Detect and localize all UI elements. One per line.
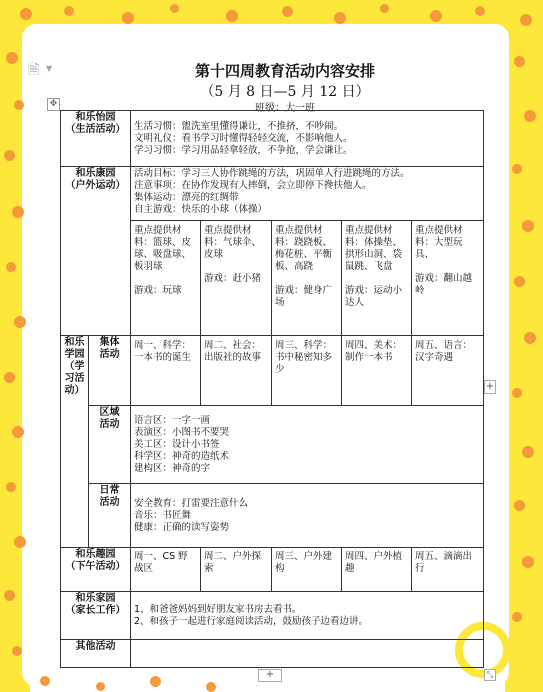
section-label-xueyuan: 和乐 学园 （学 习活 动） bbox=[61, 336, 89, 548]
decorative-dot bbox=[206, 682, 216, 692]
decorative-dot bbox=[14, 536, 26, 548]
row-xueyuan-area bbox=[61, 406, 484, 484]
decorative-dot bbox=[96, 682, 105, 691]
decorative-dot bbox=[475, 6, 485, 16]
decorative-dot bbox=[170, 4, 179, 13]
document-icon[interactable]: 🗎 bbox=[28, 62, 40, 78]
row-other bbox=[61, 640, 484, 668]
collective-day: 周二、社会：出版社的故事 bbox=[201, 336, 272, 406]
resize-handle-icon[interactable]: ⤡ bbox=[484, 669, 496, 681]
decorative-dot bbox=[4, 590, 15, 601]
collective-day: 周四、美术：制作一本书 bbox=[342, 336, 412, 406]
decorative-dot bbox=[512, 164, 522, 174]
decorative-dot bbox=[12, 206, 24, 218]
decorative-dot bbox=[512, 612, 522, 622]
decorative-dot bbox=[4, 150, 15, 161]
add-column-icon[interactable]: + bbox=[485, 381, 495, 392]
add-row-icon[interactable]: + bbox=[258, 669, 282, 682]
collective-day: 周五、语言：汉字奇遇 bbox=[412, 336, 484, 406]
decorative-dot bbox=[514, 276, 525, 287]
collective-day: 周一、科学：一本书的诞生 bbox=[131, 336, 201, 406]
kangyuan-day: 重点提供材料：气球伞、皮球 游戏：赶小猪 bbox=[201, 221, 272, 336]
date-range: （5 月 8 日—5 月 12 日） bbox=[200, 84, 370, 100]
decorative-dot bbox=[40, 676, 50, 686]
kangyuan-goals: 活动目标：学习三人协作跳绳的方法，巩固单人行进跳绳的方法。 注意事项：在协作发现有人摔倒，会立即停下搀扶他人。 集体运动：漂亮的红绸带 自主游戏：快乐的小球（体操） bbox=[131, 167, 484, 221]
decorative-dot bbox=[524, 110, 536, 122]
daily-content: 安全教育：打雷要注意什么 音乐：书匠舞 健康：正确的读写姿势 bbox=[131, 484, 484, 548]
decorative-dot bbox=[150, 676, 161, 687]
decorative-dot bbox=[512, 388, 522, 398]
decorative-dot bbox=[334, 12, 346, 24]
kangyuan-day: 重点提供材料：篮球、皮球、吸盘球、板羽球 游戏：玩球 bbox=[131, 221, 201, 336]
decorative-dot bbox=[4, 372, 15, 383]
decorative-dot bbox=[64, 6, 74, 16]
quyuan-day: 周二、户外探索 bbox=[201, 548, 272, 592]
decorative-dot bbox=[6, 482, 16, 492]
area-content: 语言区：一字一画 表演区：小图书不要哭 美工区：设计小书签 科学区：神奇的造纸术 建构区：神奇的字 bbox=[131, 406, 484, 484]
decorative-dot bbox=[524, 332, 536, 344]
page-title: 第十四周教育活动内容安排 bbox=[194, 62, 375, 80]
sublabel-collective: 集体 活动 bbox=[89, 336, 131, 406]
kangyuan-day: 重点提供材料：大型玩具、 游戏：翻山越岭 bbox=[412, 221, 484, 336]
decorative-dot bbox=[430, 10, 442, 22]
quyuan-day: 周三、户外建构 bbox=[272, 548, 342, 592]
sublabel-area: 区域 活动 bbox=[89, 406, 131, 484]
heyiyuan-content: 生活习惯：盥洗室里懂得谦让，不推挤，不吵闹。 文明礼仪：看书学习时懂得轻轻交流，不影响他人。 学习习惯：学习用品轻拿轻放，不争抢，学会谦让。 bbox=[131, 111, 484, 167]
row-kangyuan-goals bbox=[61, 167, 484, 221]
decorative-dot bbox=[6, 52, 18, 64]
class-label: 班级：大一班 bbox=[255, 103, 315, 114]
decorative-dot bbox=[514, 56, 525, 67]
quyuan-day: 周五、滴滴出行 bbox=[412, 548, 484, 592]
quyuan-day: 周四、户外植趣 bbox=[342, 548, 412, 592]
decorative-dot bbox=[522, 556, 534, 568]
decorative-dot bbox=[122, 12, 134, 24]
decorative-dot bbox=[282, 6, 293, 17]
dropdown-caret-icon[interactable]: ▼ bbox=[46, 64, 53, 73]
decorative-dot bbox=[14, 316, 26, 328]
section-label-jiayuan: 和乐家园 （家长工作） bbox=[61, 592, 131, 640]
other-content[interactable] bbox=[131, 640, 484, 668]
kangyuan-day: 重点提供材料：跷跷板、梅花桩、平衡板、高跷 游戏：健身广场 bbox=[272, 221, 342, 336]
sublabel-daily: 日常 活动 bbox=[89, 484, 131, 548]
decorative-dot bbox=[20, 8, 32, 20]
jiayuan-content: 1、和爸爸妈妈到好朋友家书房去看书。 2、和孩子一起进行家庭阅读活动，鼓励孩子边看边讲。 bbox=[131, 592, 484, 640]
move-handle-icon[interactable]: ✥ bbox=[47, 98, 60, 111]
decorative-dot bbox=[514, 500, 525, 511]
row-heyiyuan bbox=[61, 111, 484, 167]
decorative-dot bbox=[12, 646, 22, 656]
decorative-dot bbox=[6, 262, 16, 272]
schedule-table bbox=[60, 110, 484, 668]
section-label-heyiyuan: 和乐怡园 （生活活动） bbox=[61, 111, 131, 167]
decorative-dot bbox=[12, 426, 24, 438]
quyuan-day: 周一、CS 野战区 bbox=[131, 548, 201, 592]
decorative-dot bbox=[522, 446, 534, 458]
row-jiayuan bbox=[61, 592, 484, 640]
decorative-dot bbox=[14, 100, 24, 110]
kangyuan-day: 重点提供材料：体操垫、拱形山洞、袋鼠跳、飞盘 游戏：运动小达人 bbox=[342, 221, 412, 336]
section-label-kangyuan: 和乐康园 （户外运动） bbox=[61, 167, 131, 336]
decorative-dot bbox=[522, 220, 534, 232]
decorative-border-right bbox=[505, 0, 543, 692]
decorative-dot bbox=[380, 4, 389, 13]
section-label-other: 其他活动 bbox=[61, 640, 131, 668]
section-label-quyuan: 和乐趣园 （下午活动） bbox=[61, 548, 131, 592]
row-quyuan bbox=[61, 548, 484, 592]
decorative-dot bbox=[520, 14, 532, 26]
row-xueyuan-daily bbox=[61, 484, 484, 548]
row-xueyuan-collective bbox=[61, 336, 484, 406]
decorative-dot bbox=[226, 10, 238, 22]
collective-day: 周三、科学：书中秘密知多少 bbox=[272, 336, 342, 406]
